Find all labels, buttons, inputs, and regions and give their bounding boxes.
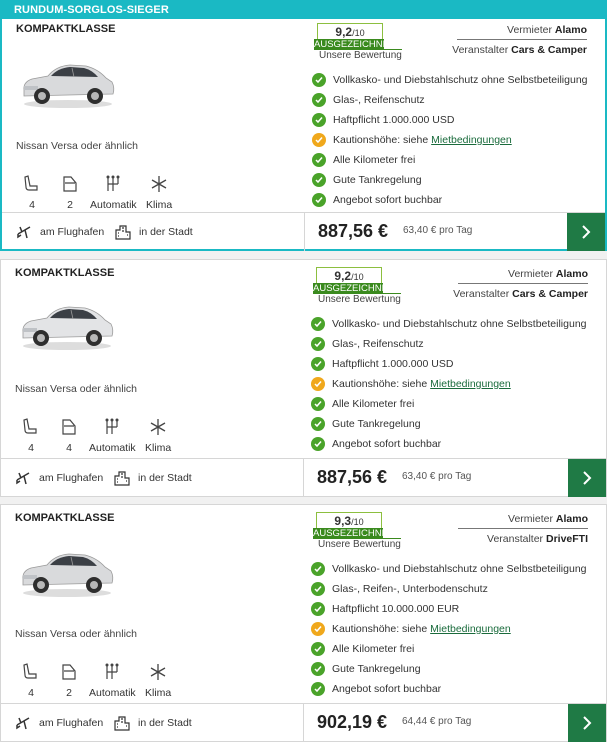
ac-spec <box>146 175 172 211</box>
feature-item <box>311 434 601 454</box>
check-icon <box>311 582 325 596</box>
check-icon <box>311 562 325 576</box>
check-icon <box>312 113 326 127</box>
transmission-value: Automatik <box>89 687 136 699</box>
door-icon <box>61 663 77 681</box>
total-price: 887,56 € <box>317 467 388 487</box>
bags-value: 4 <box>66 442 72 454</box>
bags-spec <box>62 175 78 211</box>
check-icon <box>311 682 325 696</box>
city-icon <box>114 715 130 731</box>
feature-item <box>311 559 601 579</box>
seats-spec <box>24 175 40 211</box>
select-offer-button[interactable] <box>568 704 606 742</box>
ac-value: Klima <box>145 442 172 454</box>
feature-text: Glas-, Reifenschutz <box>333 94 425 106</box>
price-per-day: 64,44 € pro Tag <box>402 716 472 727</box>
pickup-airport-label: am Flughafen <box>40 226 105 238</box>
price-box <box>303 459 567 497</box>
rating-sub: Unsere Bewertung <box>319 50 402 61</box>
transmission-spec <box>89 663 136 699</box>
feature-text: Angebot sofort buchbar <box>332 438 442 450</box>
feature-text: Alle Kilometer frei <box>333 154 416 166</box>
feature-text: Glas-, Reifenschutz <box>332 338 424 350</box>
rating-award: AUSGEZEICHNET <box>314 39 395 50</box>
vendor-row <box>458 512 588 529</box>
gearshift-icon <box>104 663 120 681</box>
feature-item <box>311 579 601 599</box>
check-icon <box>311 642 325 656</box>
veranstalter-name: DriveFTI <box>545 533 588 545</box>
city-icon <box>115 224 131 240</box>
airplane-icon <box>15 715 31 731</box>
check-icon <box>312 153 326 167</box>
chevron-right-icon <box>581 225 591 239</box>
rental-terms-link[interactable]: Mietbedingungen <box>431 134 512 146</box>
feature-item <box>312 170 602 190</box>
car-name: Nissan Versa oder ähnlich <box>15 383 137 395</box>
pickup-airport <box>15 704 103 742</box>
score-value: 9,2 <box>335 25 353 39</box>
score-value: 9,2 <box>334 269 352 283</box>
total-price: 887,56 € <box>318 221 389 241</box>
pickup-city <box>114 704 192 742</box>
veranstalter-name: Cars & Camper <box>511 44 587 56</box>
vermieter-name: Alamo <box>555 268 588 280</box>
feature-list <box>311 314 601 454</box>
gearshift-icon <box>105 175 121 193</box>
bags-spec <box>61 663 77 699</box>
vendor-info <box>458 512 588 546</box>
offer-footer <box>1 458 606 496</box>
score-scale: /10 <box>352 28 365 38</box>
ac-spec <box>145 418 171 454</box>
feature-text: Haftpflicht 10.000.000 EUR <box>332 603 460 615</box>
vendor-info <box>452 23 587 57</box>
feature-item <box>311 354 601 374</box>
vermieter-name: Alamo <box>554 24 587 36</box>
vermieter-label: Vermieter <box>508 513 553 525</box>
feature-item <box>311 334 601 354</box>
rating-badge[interactable] <box>313 512 401 550</box>
pickup-city <box>114 459 192 497</box>
vendor-row <box>457 23 587 40</box>
feature-text: Kautionshöhe: siehe <box>332 623 428 635</box>
rating-score <box>317 23 383 40</box>
veranstalter-label: Veranstalter <box>487 533 544 545</box>
seats-value: 4 <box>28 687 34 699</box>
airplane-icon <box>15 470 31 486</box>
feature-text: Alle Kilometer frei <box>332 398 415 410</box>
select-offer-button[interactable] <box>567 213 605 251</box>
offer-banner: RUNDUM-SORGLOS-SIEGER <box>2 2 605 19</box>
car-image <box>17 541 117 599</box>
offer-card[interactable] <box>0 0 607 251</box>
check-icon <box>311 662 325 676</box>
pickup-airport <box>16 213 104 251</box>
feature-item <box>311 414 601 434</box>
check-icon <box>311 397 325 411</box>
feature-text: Haftpflicht 1.000.000 USD <box>333 114 455 126</box>
veranstalter-label: Veranstalter <box>452 44 509 56</box>
check-icon <box>311 317 325 331</box>
feature-item <box>311 659 601 679</box>
check-icon <box>312 93 326 107</box>
pickup-city <box>115 213 193 251</box>
price-box <box>303 704 567 742</box>
vermieter-label: Vermieter <box>508 268 553 280</box>
feature-text: Vollkasko- und Diebstahlschutz ohne Selbstbeteiligung <box>332 318 587 330</box>
check-icon <box>312 173 326 187</box>
car-category: KOMPAKTKLASSE <box>16 23 116 35</box>
car-name: Nissan Versa oder ähnlich <box>16 140 138 152</box>
car-specs <box>15 663 175 703</box>
check-icon <box>311 417 325 431</box>
pickup-airport <box>15 459 103 497</box>
feature-text: Gute Tankregelung <box>333 174 422 186</box>
feature-item <box>311 599 601 619</box>
vermieter-label: Vermieter <box>507 24 552 36</box>
seats-value: 4 <box>29 199 35 211</box>
feature-text: Vollkasko- und Diebstahlschutz ohne Selbstbeteiligung <box>333 74 588 86</box>
score-scale: /10 <box>351 272 364 282</box>
rental-terms-link[interactable]: Mietbedingungen <box>430 378 511 390</box>
feature-text: Glas-, Reifen-, Unterbodenschutz <box>332 583 488 595</box>
bags-spec <box>61 418 77 454</box>
vendor-info <box>453 267 588 301</box>
feature-item <box>312 110 602 130</box>
rating-award: AUSGEZEICHNET <box>313 283 394 294</box>
pickup-city-label: in der Stadt <box>138 472 192 484</box>
score-value: 9,3 <box>334 514 352 528</box>
rating-sub: Unsere Bewertung <box>318 294 401 305</box>
feature-text: Alle Kilometer frei <box>332 643 415 655</box>
offer-footer <box>2 212 605 250</box>
feature-item <box>312 150 602 170</box>
total-price: 902,19 € <box>317 712 388 732</box>
check-icon <box>312 193 326 207</box>
car-specs <box>16 175 176 215</box>
feature-text: Vollkasko- und Diebstahlschutz ohne Selbstbeteiligung <box>332 563 587 575</box>
feature-item <box>312 190 602 210</box>
car-image <box>18 52 118 110</box>
car-category: KOMPAKTKLASSE <box>15 267 115 279</box>
transmission-value: Automatik <box>89 442 136 454</box>
seat-icon <box>23 663 39 681</box>
price-per-day: 63,40 € pro Tag <box>403 225 473 236</box>
car-image <box>17 294 117 352</box>
pickup-airport-label: am Flughafen <box>39 717 104 729</box>
vermieter-name: Alamo <box>555 513 588 525</box>
warning-check-icon <box>311 622 325 636</box>
feature-text: Kautionshöhe: siehe <box>333 134 429 146</box>
transmission-spec <box>89 418 136 454</box>
city-icon <box>114 470 130 486</box>
check-icon <box>311 437 325 451</box>
veranstalter-label: Veranstalter <box>453 288 510 300</box>
score-scale: /10 <box>351 517 364 527</box>
offer-card[interactable] <box>0 259 607 497</box>
check-icon <box>311 337 325 351</box>
rating-award: AUSGEZEICHNET <box>313 528 394 539</box>
offer-footer <box>1 703 606 741</box>
ac-value: Klima <box>145 687 172 699</box>
bags-value: 2 <box>67 199 73 211</box>
feature-item <box>311 679 601 699</box>
pickup-city-label: in der Stadt <box>138 717 192 729</box>
snowflake-icon <box>151 175 167 193</box>
chevron-right-icon <box>582 716 592 730</box>
bags-value: 2 <box>66 687 72 699</box>
feature-item <box>312 130 602 150</box>
feature-text: Angebot sofort buchbar <box>332 683 442 695</box>
rating-badge[interactable] <box>313 267 401 305</box>
pickup-airport-label: am Flughafen <box>39 472 104 484</box>
feature-list <box>311 559 601 699</box>
feature-text: Haftpflicht 1.000.000 USD <box>332 358 454 370</box>
seat-icon <box>24 175 40 193</box>
rental-terms-link[interactable]: Mietbedingungen <box>430 623 511 635</box>
rating-score <box>316 512 382 529</box>
check-icon <box>311 602 325 616</box>
transmission-spec <box>90 175 137 211</box>
pickup-city-label: in der Stadt <box>139 226 193 238</box>
rating-badge[interactable] <box>314 23 402 61</box>
select-offer-button[interactable] <box>568 459 606 497</box>
check-icon <box>312 73 326 87</box>
veranstalter-name: Cars & Camper <box>512 288 588 300</box>
snowflake-icon <box>150 418 166 436</box>
door-icon <box>62 175 78 193</box>
feature-list <box>312 70 602 210</box>
snowflake-icon <box>150 663 166 681</box>
rating-sub: Unsere Bewertung <box>318 539 401 550</box>
warning-check-icon <box>311 377 325 391</box>
transmission-value: Automatik <box>90 199 137 211</box>
feature-text: Angebot sofort buchbar <box>333 194 443 206</box>
feature-item <box>311 619 601 639</box>
price-per-day: 63,40 € pro Tag <box>402 471 472 482</box>
airplane-icon <box>16 224 32 240</box>
feature-item <box>312 70 602 90</box>
warning-check-icon <box>312 133 326 147</box>
car-name: Nissan Versa oder ähnlich <box>15 628 137 640</box>
chevron-right-icon <box>582 471 592 485</box>
feature-item <box>311 394 601 414</box>
ac-spec <box>145 663 171 699</box>
rating-score <box>316 267 382 284</box>
seats-value: 4 <box>28 442 34 454</box>
feature-text: Kautionshöhe: siehe <box>332 378 428 390</box>
feature-item <box>311 639 601 659</box>
feature-text: Gute Tankregelung <box>332 418 421 430</box>
seat-icon <box>23 418 39 436</box>
seats-spec <box>23 418 39 454</box>
seats-spec <box>23 663 39 699</box>
door-icon <box>61 418 77 436</box>
ac-value: Klima <box>146 199 173 211</box>
car-category: KOMPAKTKLASSE <box>15 512 115 524</box>
car-specs <box>15 418 175 458</box>
feature-text: Gute Tankregelung <box>332 663 421 675</box>
feature-item <box>311 314 601 334</box>
check-icon <box>311 357 325 371</box>
offer-card[interactable] <box>0 504 607 742</box>
price-box <box>304 213 568 251</box>
vendor-row <box>458 267 588 284</box>
feature-item <box>312 90 602 110</box>
feature-item <box>311 374 601 394</box>
gearshift-icon <box>104 418 120 436</box>
